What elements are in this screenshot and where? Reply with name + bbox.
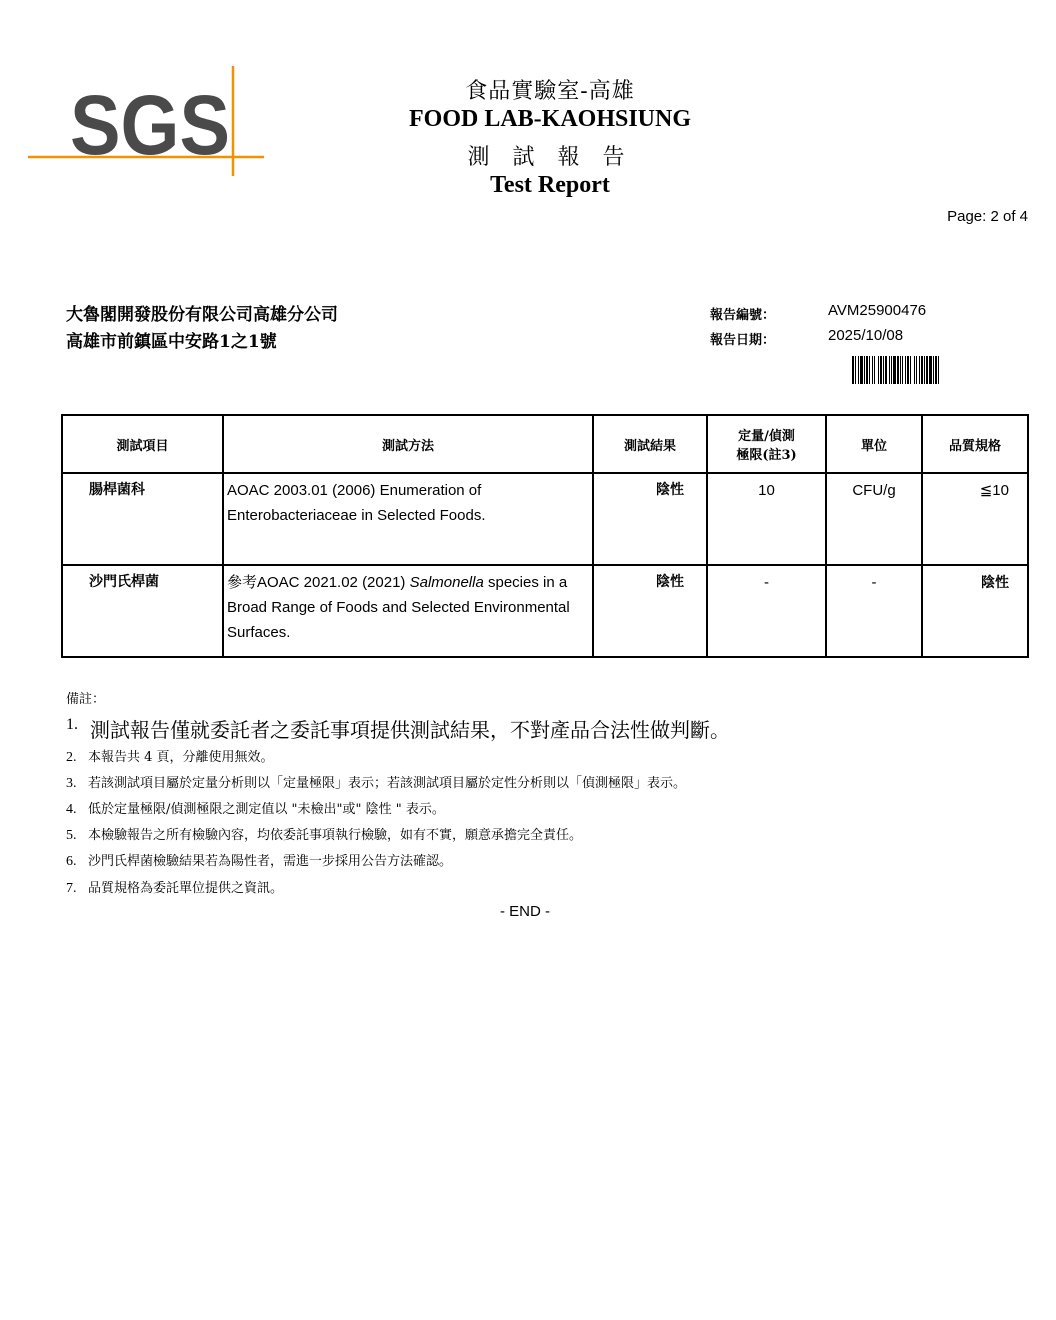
end-marker: - END -	[500, 903, 550, 920]
test-result: 陰性	[593, 565, 707, 657]
note-item	[66, 824, 582, 844]
test-spec: ≦10	[922, 473, 1028, 565]
header-test-item: 測試項目	[62, 415, 223, 473]
table-row	[62, 565, 1028, 657]
table-row	[62, 473, 1028, 565]
note-number: 3.	[66, 776, 77, 791]
report-number-label: 報告編號：	[710, 308, 776, 323]
note-item	[66, 850, 452, 870]
note-number: 1.	[66, 716, 78, 734]
test-method	[223, 565, 593, 657]
note-number: 5.	[66, 828, 77, 843]
header-limit-line1: 定量/偵測	[738, 429, 795, 444]
note-text: 若該測試項目屬於定量分析則以「定量極限」表示；若該測試項目屬於定性分析則以「偵測極限」表示。	[88, 776, 687, 791]
test-unit: -	[826, 565, 922, 657]
report-date-label: 報告日期：	[710, 333, 776, 348]
method-prefix: 參考AOAC 2021.02 (2021)	[227, 574, 410, 591]
client-name: 大魯閣開發股份有限公司高雄分公司	[66, 305, 338, 325]
report-title-chinese: 測 試 報 告	[467, 145, 633, 170]
note-text: 沙門氏桿菌檢驗結果若為陽性者，需進一步採用公告方法確認。	[88, 854, 453, 869]
page-number: Page: 2 of 4	[947, 208, 1028, 225]
report-title-english: Test Report	[490, 172, 610, 198]
results-table	[61, 414, 1029, 658]
method-organism: Salmonella	[409, 574, 484, 591]
test-item: 沙門氏桿菌	[62, 565, 223, 657]
test-result: 陰性	[593, 473, 707, 565]
client-address: 高雄市前鎮區中安路1之1號	[66, 332, 277, 352]
lab-name-english: FOOD LAB-KAOHSIUNG	[408, 106, 692, 132]
test-unit: CFU/g	[826, 473, 922, 565]
lab-name-chinese: 食品實驗室-高雄	[465, 79, 635, 104]
note-text: 品質規格為委託單位提供之資訊。	[88, 881, 284, 896]
note-item	[66, 714, 730, 743]
header-unit: 單位	[826, 415, 922, 473]
report-date-value: 2025/10/08	[828, 327, 904, 344]
test-item: 腸桿菌科	[62, 473, 223, 565]
barcode	[852, 356, 1002, 384]
note-item	[66, 746, 274, 766]
header-limit-line2: 極限(註3)	[736, 448, 797, 463]
note-item	[66, 798, 445, 818]
note-number: 7.	[66, 881, 77, 896]
note-number: 2.	[66, 750, 77, 765]
test-limit: -	[707, 565, 826, 657]
table-header-row	[62, 415, 1028, 473]
svg-text:SGS: SGS	[70, 78, 230, 172]
test-limit: 10	[707, 473, 826, 565]
method-suffix: species in a Broad Range of Foods and Selected Environmental Surfaces.	[227, 574, 570, 641]
test-method: AOAC 2003.01 (2006) Enumeration of Enterobacteriaceae in Selected Foods.	[223, 473, 593, 565]
note-text: 低於定量極限/偵測極限之測定值以 "未檢出"或" 陰性 " 表示。	[88, 802, 445, 817]
note-number: 6.	[66, 854, 77, 869]
report-number-value: AVM25900476	[828, 302, 927, 319]
header-test-result: 測試結果	[593, 415, 707, 473]
header-limit	[707, 415, 826, 473]
notes-title: 備註：	[66, 692, 106, 707]
note-number: 4.	[66, 802, 77, 817]
note-text: 本報告共 4 頁，分離使用無效。	[88, 750, 274, 765]
note-item	[66, 877, 283, 897]
test-spec: 陰性	[922, 565, 1028, 657]
note-text: 本檢驗報告之所有檢驗內容，均依委託事項執行檢驗，如有不實，願意承擔完全責任。	[88, 828, 583, 843]
header-spec: 品質規格	[922, 415, 1028, 473]
note-text: 測試報告僅就委託者之委託事項提供測試結果，不對產品合法性做判斷。	[90, 718, 730, 742]
note-item	[66, 772, 686, 792]
header-test-method: 測試方法	[223, 415, 593, 473]
